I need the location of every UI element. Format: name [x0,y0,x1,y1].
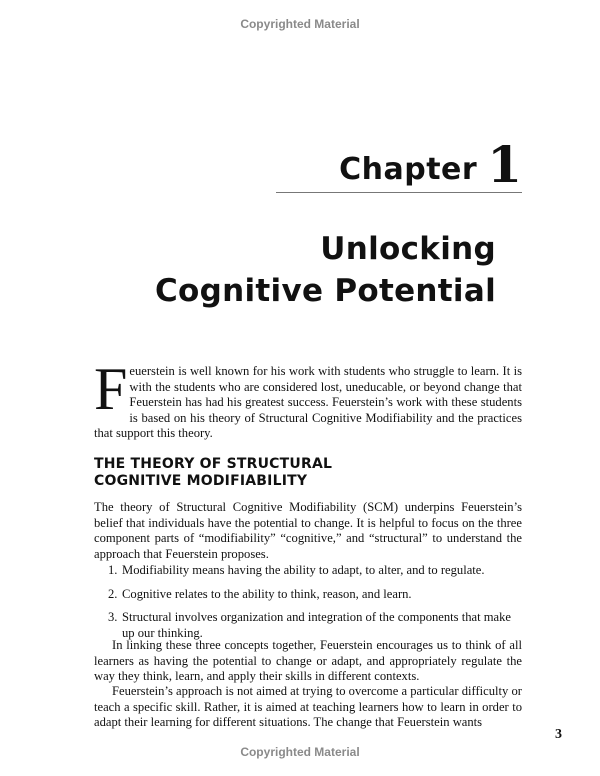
list-item-number: 1. [108,563,118,577]
body-paragraph-1: The theory of Structural Cognitive Modifiability (SCM) underpins Feuerstein’s belief that individuals have the potential to change. It is helpful to focus on the three component parts of “modifiability” “cognitive,” and “structural” to understand the approach that Feuerstein proposes. [94,500,522,561]
chapter-title [66,228,496,312]
chapter-heading [305,135,522,194]
list-item [108,610,522,641]
watermark-top: Copyrighted Material [240,17,360,31]
numbered-list [108,563,522,649]
intro-text: euerstein is well known for his work with students who struggle to learn. It is with the students who are considered lost, uneducable, or beyond change that Feuerstein has had his greatest success. Feuerstein’s work with these students is based on his theory of Structural Cognitive Modifiability and the practices that support this theory. [94,364,522,441]
section-heading [94,456,522,490]
section-heading-line2: COGNITIVE MODIFIABILITY [94,473,308,489]
list-item-number: 3. [108,610,118,625]
chapter-title-line2: Cognitive Potential [154,273,496,309]
chapter-rule [276,192,522,193]
watermark-bottom: Copyrighted Material [240,745,360,759]
list-item [108,563,522,579]
page-number: 3 [555,727,562,742]
chapter-word: Chapter [339,152,478,187]
list-item-text: Modifiability means having the ability to adapt, to alter, and to regulate. [122,563,485,577]
chapter-title-line1: Unlocking [320,231,496,267]
list-item-number: 2. [108,586,118,601]
list-item-text: Structural involves organization and integration of the components that make up our thinking. [122,610,512,640]
list-item-text: Cognitive relates to the ability to think, reason, and learn. [122,586,412,601]
chapter-number: 1 [487,135,522,194]
list-item [108,587,522,603]
section-heading-line1: THE THEORY OF STRUCTURAL [94,456,333,472]
drop-cap: F [94,356,128,422]
body-paragraph-3: Feuerstein’s approach is not aimed at trying to overcome a particular difficulty or teach a specific skill. Rather, it is aimed at teaching learners how to learn in order to adapt their learning for different situations. The change that Feuerstein wants [94,684,522,730]
intro-paragraph [94,356,522,442]
body-paragraph-2: In linking these three concepts together, Feuerstein encourages us to think of all learners as having the potential to change or adapt, and appropriately regulate the way they think, learn, and apply their skills in different contexts. [94,638,522,684]
